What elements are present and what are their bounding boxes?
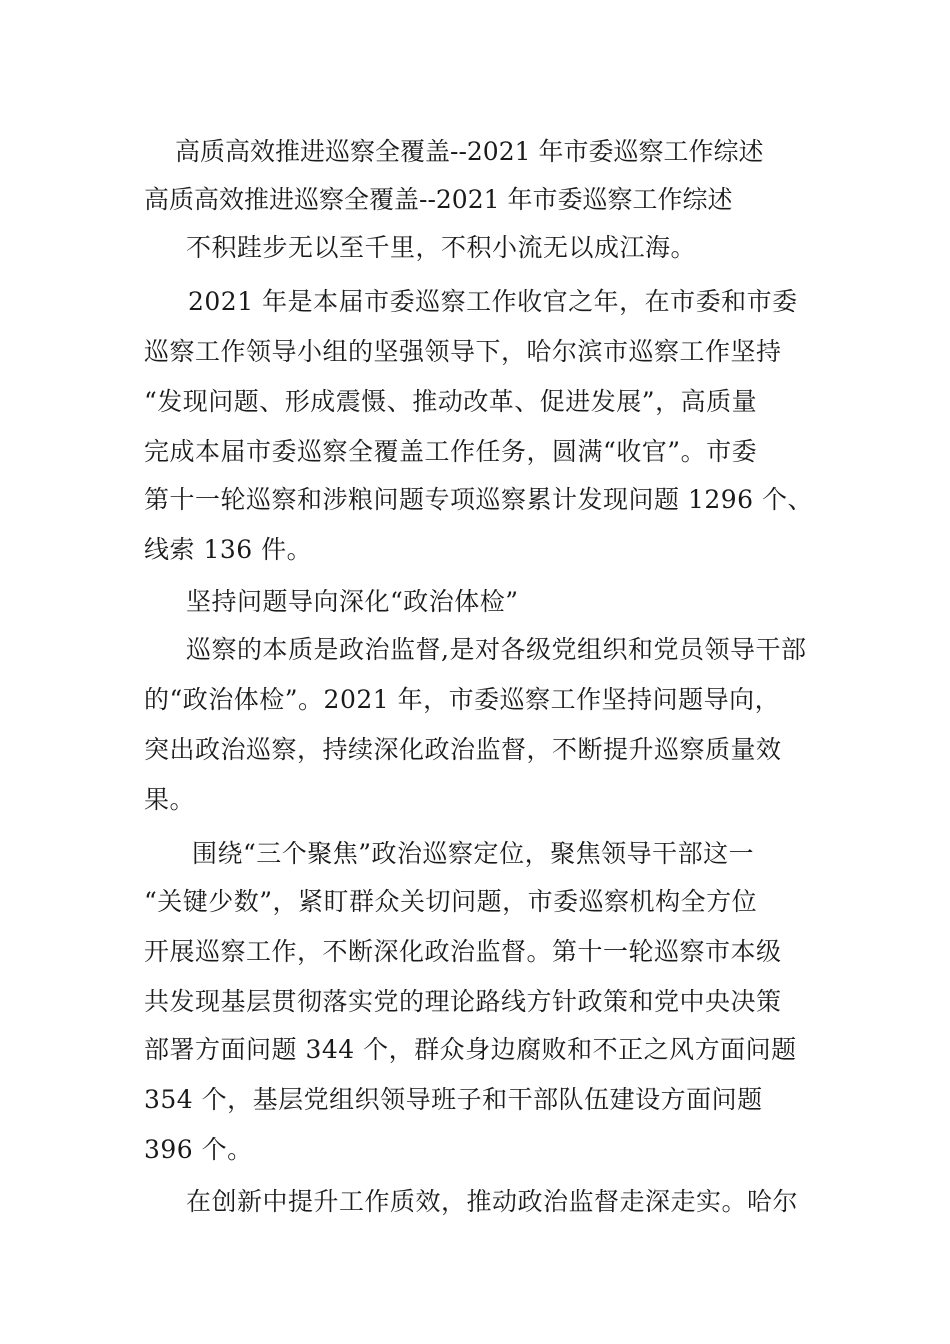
opening-quote: 不积跬步无以至千里，不积小流无以成江海。 [186, 233, 697, 262]
document-title: 高质高效推进巡察全覆盖--2021 年市委巡察工作综述 [175, 137, 764, 166]
paragraph-line: 的“政治体检”。2021 年，市委巡察工作坚持问题导向， [144, 685, 781, 714]
paragraph-line: 396 个。 [144, 1135, 253, 1164]
document-title-repeat: 高质高效推进巡察全覆盖--2021 年市委巡察工作综述 [144, 185, 733, 214]
paragraph-line: “关键少数”，紧盯群众关切问题，市委巡察机构全方位 [144, 887, 758, 916]
paragraph-line: 在创新中提升工作质效，推动政治监督走深走实。哈尔 [186, 1187, 799, 1216]
paragraph-line: 巡察的本质是政治监督,是对各级党组织和党员领导干部 [186, 635, 807, 664]
paragraph-line: 果。 [144, 785, 196, 814]
section-heading: 坚持问题导向深化“政治体检” [186, 587, 519, 616]
paragraph-line: 2021 年是本届市委巡察工作收官之年，在市委和市委 [188, 287, 798, 316]
paragraph-line: 共发现基层贯彻落实党的理论路线方针政策和党中央决策 [144, 987, 782, 1016]
paragraph-line: 354 个，基层党组织领导班子和干部队伍建设方面问题 [144, 1085, 763, 1114]
paragraph-line: 围绕“三个聚焦”政治巡察定位，聚焦领导干部这一 [192, 839, 755, 868]
paragraph-line: 部署方面问题 344 个，群众身边腐败和不正之风方面问题 [144, 1035, 797, 1064]
paragraph-line: 突出政治巡察，持续深化政治监督，不断提升巡察质量效 [144, 735, 782, 764]
paragraph-line: 开展巡察工作，不断深化政治监督。第十一轮巡察市本级 [144, 937, 782, 966]
paragraph-line: 完成本届市委巡察全覆盖工作任务，圆满“收官”。市委 [144, 437, 758, 466]
paragraph-line: 线索 136 件。 [144, 535, 313, 564]
paragraph-line: “发现问题、形成震慑、推动改革、促进发展”，高质量 [144, 387, 758, 416]
paragraph-line: 巡察工作领导小组的坚强领导下，哈尔滨市巡察工作坚持 [144, 337, 782, 366]
paragraph-line: 第十一轮巡察和涉粮问题专项巡察累计发现问题 1296 个、 [144, 485, 814, 514]
